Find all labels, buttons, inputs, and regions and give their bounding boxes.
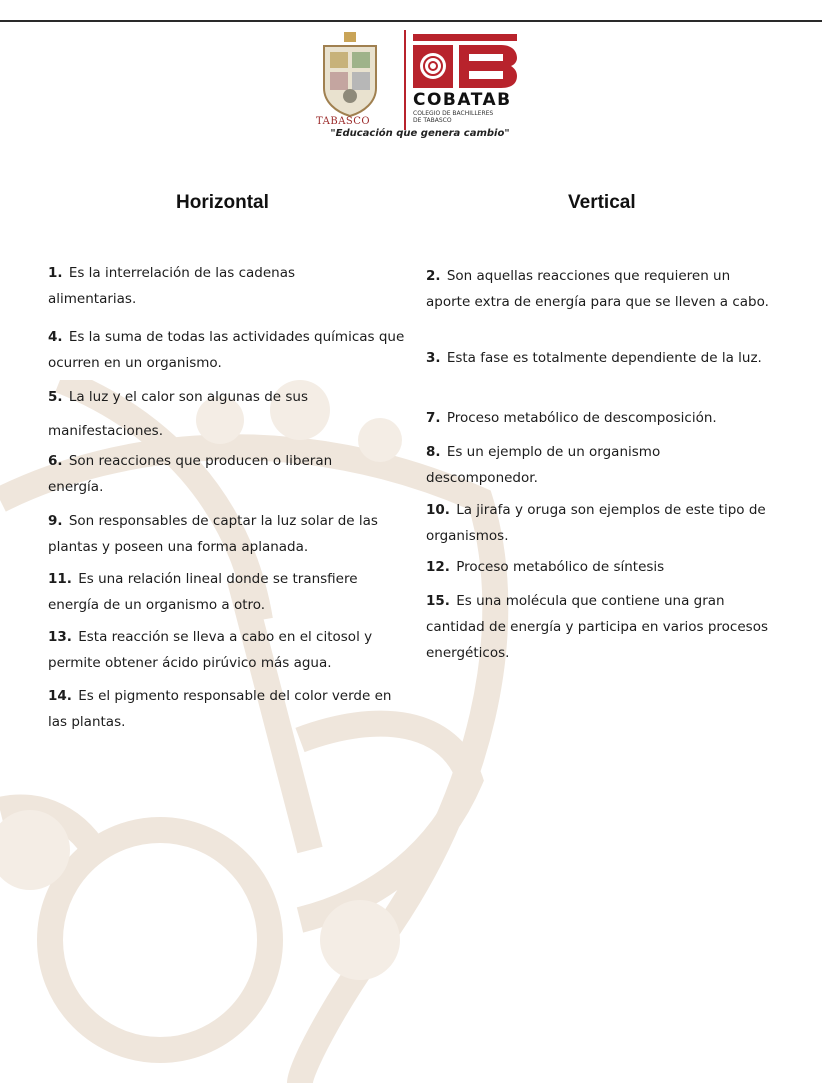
horizontal-clue-11 bbox=[48, 566, 393, 618]
clue-number: 7. bbox=[426, 410, 441, 426]
horizontal-clue-13 bbox=[48, 624, 408, 676]
institution-name: COBATAB bbox=[413, 90, 512, 110]
clue-number: 2. bbox=[426, 268, 441, 284]
horizontal-clue-5 bbox=[48, 380, 358, 448]
header-divider bbox=[404, 30, 406, 130]
clue-number: 15. bbox=[426, 593, 450, 609]
clue-number: 3. bbox=[426, 350, 441, 366]
clue-text: Esta reacción se lleva a cabo en el citosol y permite obtener ácido pirúvico más agua. bbox=[48, 629, 373, 671]
clue-text: Proceso metabólico de síntesis bbox=[456, 559, 665, 575]
state-label: TABASCO bbox=[316, 116, 371, 127]
clue-number: 9. bbox=[48, 513, 63, 529]
clue-text: Son responsables de captar la luz solar de las plantas y poseen una forma aplanada. bbox=[48, 513, 378, 555]
clue-number: 12. bbox=[426, 559, 450, 575]
institution-subtitle-line-2: DE TABASCO bbox=[413, 117, 452, 124]
horizontal-heading: Horizontal bbox=[176, 192, 269, 213]
institution-subtitle-line-1: COLEGIO DE BACHILLERES bbox=[413, 110, 494, 117]
clue-number: 5. bbox=[48, 389, 63, 405]
horizontal-clue-6 bbox=[48, 448, 378, 500]
cobatab-logo-mark bbox=[413, 34, 517, 88]
clue-number: 11. bbox=[48, 571, 72, 587]
clue-number: 8. bbox=[426, 444, 441, 460]
clue-text: Proceso metabólico de descomposición. bbox=[446, 410, 717, 426]
horizontal-clue-4 bbox=[48, 324, 408, 376]
clue-text: Son reacciones que producen o liberan energía. bbox=[48, 453, 333, 495]
vertical-clue-15 bbox=[426, 588, 771, 666]
vertical-heading: Vertical bbox=[568, 192, 636, 213]
clue-number: 10. bbox=[426, 502, 450, 518]
horizontal-clue-14 bbox=[48, 683, 408, 735]
institution-subtitle bbox=[413, 110, 493, 124]
clue-text: Es un ejemplo de un organismo descomponedor. bbox=[426, 444, 661, 486]
vertical-clue-10 bbox=[426, 497, 776, 549]
horizontal-clue-1 bbox=[48, 260, 368, 312]
clue-text: Es el pigmento responsable del color verde en las plantas. bbox=[48, 688, 392, 730]
clue-number: 14. bbox=[48, 688, 72, 704]
clue-number: 13. bbox=[48, 629, 72, 645]
clue-text: La jirafa y oruga son ejemplos de este tipo de organismos. bbox=[426, 502, 766, 544]
horizontal-clue-9 bbox=[48, 508, 420, 560]
clue-text: Es la suma de todas las actividades químicas que ocurren en un organismo. bbox=[48, 329, 405, 371]
clue-text: Es la interrelación de las cadenas alimentarias. bbox=[48, 265, 296, 307]
clue-number: 1. bbox=[48, 265, 63, 281]
clue-number: 4. bbox=[48, 329, 63, 345]
clue-text: Son aquellas reacciones que requieren un aporte extra de energía para que se lleven a cabo. bbox=[426, 268, 769, 310]
clue-text: Es una molécula que contiene una gran cantidad de energía y participa en varios procesos energéticos. bbox=[426, 593, 768, 661]
clue-text: Es una relación lineal donde se transfiere energía de un organismo a otro. bbox=[48, 571, 358, 613]
institution-header bbox=[300, 28, 540, 158]
vertical-clue-12 bbox=[426, 554, 771, 580]
vertical-clue-8 bbox=[426, 439, 726, 491]
vertical-clue-7 bbox=[426, 405, 771, 431]
top-rule bbox=[0, 20, 822, 22]
vertical-clue-2 bbox=[426, 263, 771, 315]
vertical-clue-3 bbox=[426, 345, 771, 371]
tabasco-coat-of-arms-logo bbox=[318, 30, 382, 118]
slogan: "Educación que genera cambio" bbox=[330, 128, 510, 139]
clue-text: Esta fase es totalmente dependiente de la luz. bbox=[446, 350, 762, 366]
clue-number: 6. bbox=[48, 453, 63, 469]
clue-text: La luz y el calor son algunas de sus manifestaciones. bbox=[48, 389, 309, 439]
